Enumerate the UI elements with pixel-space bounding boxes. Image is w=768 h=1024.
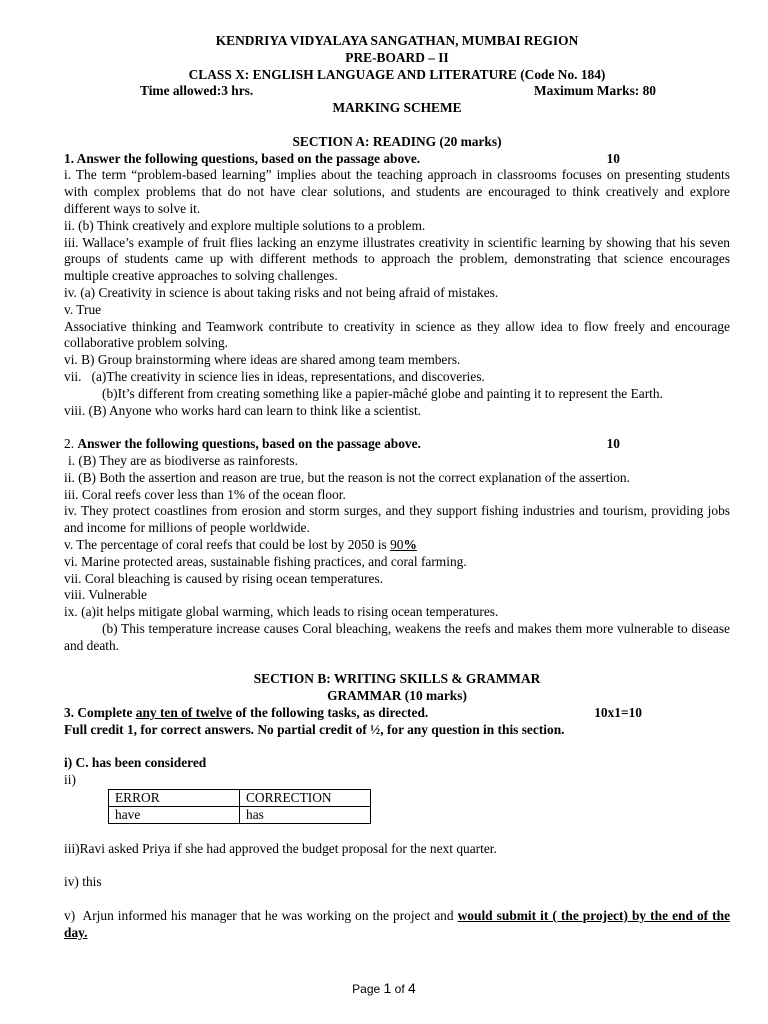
error-correction-table — [108, 789, 371, 824]
q1-answer-viii: viii. (B) Anyone who works hard can learn to think like a scientist. — [64, 402, 422, 418]
q2-number: 2. — [64, 436, 75, 452]
q3-credit-note: Full credit 1, for correct answers. No partial credit of ½, for any question in this section. — [64, 721, 565, 737]
footer-page-word: Page — [352, 982, 384, 996]
table-cell-error: have — [109, 806, 240, 823]
table-header-error: ERROR — [109, 789, 240, 806]
q1-heading: 1. Answer the following questions, based on the passage above. — [64, 150, 421, 166]
class-line: CLASS X: ENGLISH LANGUAGE AND LITERATURE (Code No. 184) — [188, 66, 606, 82]
q3-answer-iv: iv) this — [64, 874, 102, 890]
q1-answer-iv: iv. (a) Creativity in science is about taking risks and not being afraid of mistakes. — [64, 284, 499, 300]
footer-of-word: of — [391, 982, 409, 996]
q1-answer-i: i. The term “problem-based learning” implies about the teaching approach in classrooms focuses on presenting students with complex problems that do not have clear solutions, and students are encouraged to think creatively and explore different ways to solve it. — [64, 167, 730, 216]
q1-answer-vii-a: vii. (a)The creativity in science lies in ideas, representations, and discoveries. — [64, 368, 485, 384]
q2-answer-v — [64, 537, 730, 554]
q1-answer-vii-b: (b)It’s different from creating something like a papier-mâché globe and painting it to represent the Earth. — [102, 385, 663, 401]
q2-heading: Answer the following questions, based on the passage above. — [77, 436, 421, 452]
q3-answer-i: i) C. has been considered — [64, 755, 207, 771]
q2-answer-vii: vii. Coral bleaching is caused by rising ocean temperatures. — [64, 570, 384, 586]
q3-marks: 10x1=10 — [594, 704, 642, 720]
q3-heading-underlined: any ten of twelve — [135, 704, 233, 720]
table-header-correction: CORRECTION — [240, 789, 371, 806]
page-footer — [0, 980, 768, 996]
q2-answer-ix-b: (b) This temperature increase causes Coral bleaching, weakens the reefs and makes them more vulnerable to disease and death. — [64, 620, 730, 653]
marking-scheme-title: MARKING SCHEME — [332, 100, 462, 116]
q1-answer-v-explanation: Associative thinking and Teamwork contribute to creativity in science as they allow idea to flow freely and encourage collaborative problem solving. — [64, 318, 730, 351]
q2-marks: 10 — [606, 436, 620, 452]
table-header-row — [109, 789, 371, 806]
q1-answer-v: v. True — [64, 301, 102, 317]
exam-title: PRE-BOARD – II — [345, 49, 449, 65]
q2-answer-v-text: v. The percentage of coral reefs that could be lost by 2050 is — [64, 536, 391, 552]
q3-answer-v-text: v) Arjun informed his manager that he was working on the project and — [64, 907, 458, 923]
q2-answer-iv: iv. They protect coastlines from erosion and storm surges, and they support fishing industries and tourism, providing jobs and income for millions of people worldwide. — [64, 503, 730, 536]
table-row — [109, 806, 371, 823]
maximum-marks: Maximum Marks: 80 — [534, 83, 656, 99]
footer-page-total: 4 — [408, 980, 416, 996]
section-a-title: SECTION A: READING (20 marks) — [292, 133, 502, 149]
q2-answer-viii: viii. Vulnerable — [64, 587, 147, 603]
q2-heading-row — [64, 436, 730, 453]
q1-heading-row — [64, 151, 730, 168]
q2-answer-ix-a: ix. (a)it helps mitigate global warming, which leads to rising ocean temperatures. — [64, 604, 499, 620]
document-page — [64, 33, 730, 941]
q1-answer-vi: vi. B) Group brainstorming where ideas are shared among team members. — [64, 352, 461, 368]
q3-answer-ii: ii) — [64, 772, 76, 788]
section-b-title: SECTION B: WRITING SKILLS & GRAMMAR — [253, 671, 541, 687]
q2-answer-v-percent: % — [403, 536, 417, 552]
footer-page-number: 1 — [383, 980, 392, 996]
q3-heading-row — [64, 705, 730, 722]
time-marks-row — [64, 83, 730, 100]
q1-answer-iii: iii. Wallace’s example of fruit flies lacking an enzyme illustrates creativity in scientific learning by showing that his seven groups of students came up with different methods to approach the problem, demonstrating that science encourages multiple creative approaches to solving challenges. — [64, 234, 730, 284]
q1-marks: 10 — [606, 150, 620, 166]
q1-answer-ii: ii. (b) Think creatively and explore multiple solutions to a problem. — [64, 217, 426, 233]
table-cell-correction: has — [240, 806, 371, 823]
q3-answer-v — [64, 908, 730, 942]
q2-answer-ii: ii. (B) Both the assertion and reason are true, but the reason is not the correct explanation of the assertion. — [64, 469, 630, 485]
q2-answer-iii: iii. Coral reefs cover less than 1% of the ocean floor. — [64, 486, 346, 502]
q3-answer-iii: iii)Ravi asked Priya if she had approved the budget proposal for the next quarter. — [64, 840, 497, 856]
q2-answer-v-number: 90 — [390, 536, 404, 552]
grammar-subtitle: GRAMMAR (10 marks) — [327, 688, 467, 704]
q2-answer-i: i. (B) They are as biodiverse as rainforests. — [68, 452, 298, 468]
q3-answer-v-emphasis: would submit it ( the project) by the end of the day. — [64, 907, 731, 940]
q3-heading-pre: 3. Complete — [64, 704, 136, 720]
org-title: KENDRIYA VIDYALAYA SANGATHAN, MUMBAI REGION — [215, 33, 579, 48]
q2-answer-vi: vi. Marine protected areas, sustainable fishing practices, and coral farming. — [64, 553, 467, 569]
time-allowed: Time allowed:3 hrs. — [140, 83, 254, 99]
q3-heading-post: of the following tasks, as directed. — [232, 704, 429, 720]
